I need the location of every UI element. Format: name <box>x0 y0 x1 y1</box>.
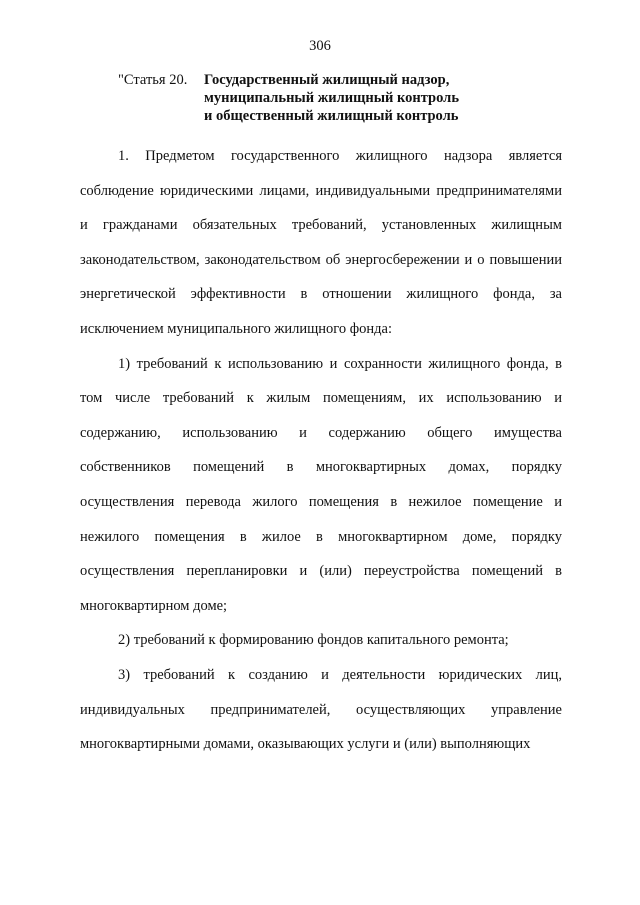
paragraph-item-3: 3) требований к созданию и деятельности юридических лиц, индивидуальных предпринимателей, осуществляющих управление многоквартирными домами, оказывающих услуги и (или) выполняющих <box>80 666 562 753</box>
paragraph-item-1: 1) требований к использованию и сохранности жилищного фонда, в том числе требований к жилым помещениям, их использованию и содержанию, использованию и содержанию общего имущества собственников помещений в многоквартирных домах, порядку осуществления перевода жилого помещения в нежилое помещение и нежилого помещения в жилое в многоквартирном доме, порядку осуществления перепланировки и (или) переустройства помещений в многоквартирном доме; <box>80 355 562 614</box>
paragraph-1: 1. Предметом государственного жилищного надзора является соблюдение юридическими лицами, индивидуальными предпринимателями и гражданами обязательных требований, установленных жилищным законодательством, законодательством об энергосбережении и о повышении энергетической эффективности в отношении жилищного фонда, за исключением муниципального жилищного фонда: <box>80 148 562 337</box>
document-body <box>80 139 562 762</box>
paragraph-item-2: 2) требований к формированию фондов капитального ремонта; <box>118 632 509 649</box>
article-label: "Статья 20. <box>118 72 188 88</box>
article-title-line: и общественный жилищный контроль <box>204 108 459 124</box>
page-number: 306 <box>309 38 331 54</box>
article-title-line: Государственный жилищный надзор, <box>204 72 450 88</box>
article-title-line: муниципальный жилищный контроль <box>204 90 459 106</box>
article-title <box>204 71 564 125</box>
